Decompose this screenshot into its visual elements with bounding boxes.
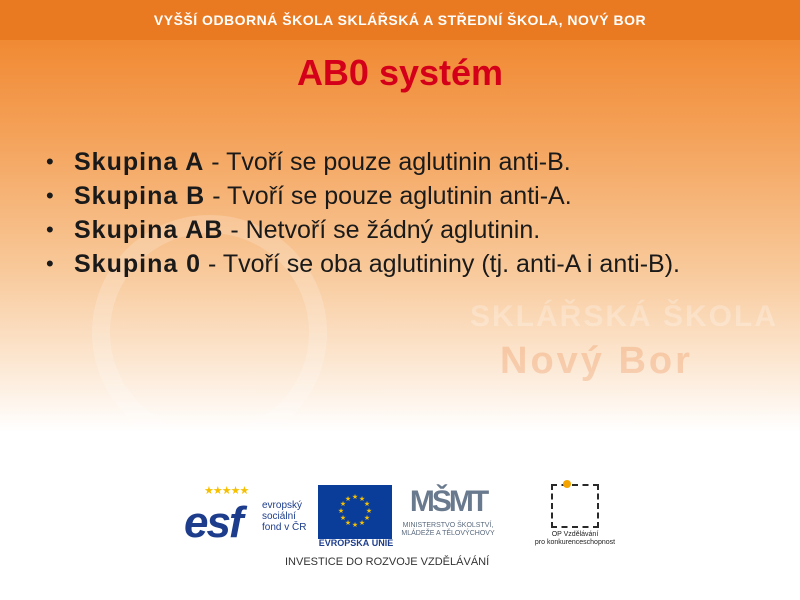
esf-mark: esf — [184, 498, 242, 547]
slide-title: AB0 systém — [296, 52, 504, 93]
bullet-list — [40, 145, 760, 281]
svg-text:★: ★ — [351, 493, 359, 501]
msmt-logo — [398, 482, 498, 552]
svg-text:★: ★ — [344, 495, 352, 503]
watermark-line2: Nový Bor — [500, 340, 693, 382]
op-emblem-icon — [551, 484, 599, 528]
op-caption-line: pro konkurenceschopnost — [534, 539, 616, 546]
svg-text:★: ★ — [363, 500, 371, 508]
svg-text:★: ★ — [358, 519, 366, 527]
bullet-item — [40, 145, 760, 179]
esf-stars-icon: ★★★★★ — [204, 485, 249, 497]
bullet-text: - Tvoří se pouze aglutinin anti-B. — [204, 148, 571, 176]
svg-text:★: ★ — [344, 519, 352, 527]
school-banner — [0, 0, 800, 40]
op-caption-line: OP Vzdělávání — [551, 531, 599, 538]
op-logo — [530, 484, 620, 552]
investment-tagline: INVESTICE DO ROZVOJE VZDĚLÁVÁNÍ — [285, 556, 490, 568]
svg-text:★: ★ — [337, 507, 345, 515]
esf-text — [262, 500, 306, 533]
eu-caption: EVROPSKÁ UNIE — [318, 538, 394, 548]
bullet-item — [40, 247, 760, 281]
svg-text:★: ★ — [358, 495, 366, 503]
svg-text:★: ★ — [339, 514, 347, 522]
bullet-icon: • — [46, 217, 54, 242]
esf-text-line: sociální — [262, 511, 296, 522]
msmt-caption-line: MINISTERSTVO ŠKOLSTVÍ, — [402, 522, 494, 529]
eu-flag-icon — [318, 485, 392, 539]
bullet-text: - Netvoří se žádný aglutinin. — [223, 216, 541, 244]
msmt-caption — [398, 522, 498, 538]
bullet-lead: Skupina 0 — [74, 250, 202, 278]
esf-text-line: fond v ČR — [262, 522, 307, 533]
bullet-lead: Skupina AB — [74, 216, 224, 244]
svg-text:★: ★ — [365, 507, 373, 515]
bullet-lead: Skupina A — [74, 148, 205, 176]
esf-text-line: evropský — [262, 500, 303, 511]
banner-text: VYŠŠÍ ODBORNÁ ŠKOLA SKLÁŘSKÁ A STŘEDNÍ ŠKOLA, NOVÝ BOR — [153, 12, 647, 28]
op-caption — [530, 531, 620, 547]
msmt-caption-line: MLÁDEŽE A TĚLOVÝCHOVY — [401, 530, 495, 537]
bullet-icon: • — [46, 251, 54, 276]
svg-text:★: ★ — [339, 500, 347, 508]
bullet-text: - Tvoří se oba aglutininy (tj. anti-A i anti-B). — [201, 250, 680, 278]
watermark-line1: SKLÁŘSKÁ ŠKOLA — [470, 300, 779, 333]
funding-logos — [180, 482, 620, 552]
bullet-icon: • — [46, 149, 54, 174]
esf-logo — [184, 484, 316, 548]
svg-text:★: ★ — [351, 521, 359, 529]
bullet-lead: Skupina B — [74, 182, 206, 210]
bullet-icon: • — [46, 183, 54, 208]
svg-text:★: ★ — [363, 514, 371, 522]
msmt-mark: MŠMT — [409, 485, 487, 518]
bullet-item — [40, 179, 760, 213]
bullet-item — [40, 213, 760, 247]
bullet-text: - Tvoří se pouze aglutinin anti-A. — [205, 182, 572, 210]
